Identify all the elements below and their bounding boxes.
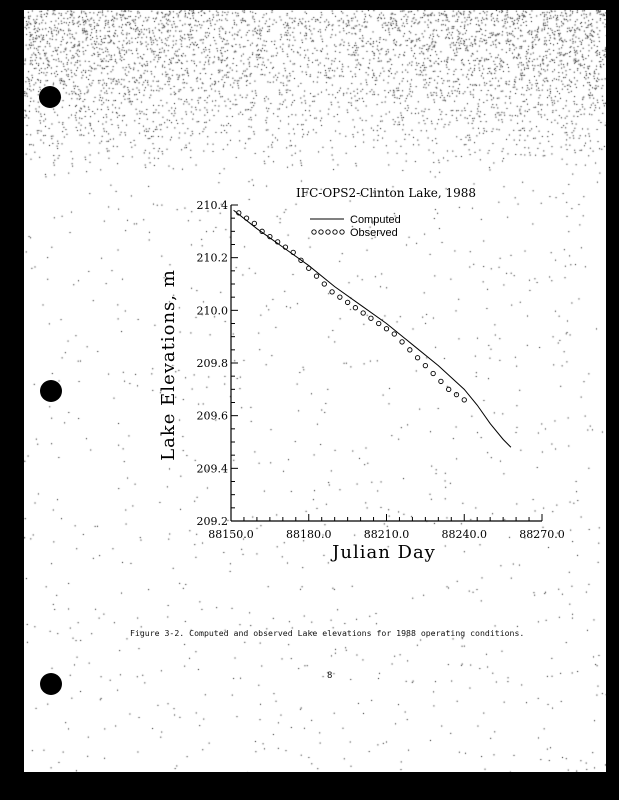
x-tick-label: 88210.0 <box>363 528 410 541</box>
observed-point <box>454 392 458 396</box>
x-tick-label: 88240.0 <box>441 528 487 541</box>
chart-title: IFC-OPS2-Clinton Lake, 1988 <box>296 186 476 200</box>
y-tick-label: 209.6 <box>196 409 228 423</box>
tick-marks <box>231 205 542 521</box>
observed-point <box>400 340 404 344</box>
x-tick-label: 88270.0 <box>519 528 565 541</box>
y-tick-label: 209.2 <box>196 515 228 528</box>
observed-point <box>392 332 396 336</box>
observed-point <box>431 371 435 375</box>
y-tick-label: 210.0 <box>196 304 228 318</box>
observed-point <box>353 306 357 310</box>
y-axis-label: Lake Elevations, m <box>158 269 179 461</box>
observed-point <box>415 356 419 360</box>
legend-computed-label: Computed <box>350 214 401 226</box>
observed-point <box>345 300 349 304</box>
y-tick-label: 210.2 <box>196 251 228 265</box>
computed-line <box>234 210 511 447</box>
legend-observed-marker <box>319 230 323 234</box>
x-tick-label: 88150.0 <box>208 528 254 541</box>
observed-point <box>423 363 427 367</box>
observed-point <box>369 316 373 320</box>
observed-point <box>330 290 334 294</box>
observed-point <box>338 295 342 299</box>
observed-point <box>439 379 443 383</box>
observed-point <box>384 327 388 331</box>
x-axis-label: Julian Day <box>332 542 436 563</box>
document-page <box>24 10 606 772</box>
legend-observed-label: Observed <box>350 227 398 239</box>
observed-point <box>462 398 466 402</box>
observed-point <box>322 282 326 286</box>
x-tick-label: 88180.0 <box>286 528 332 541</box>
x-tick-labels <box>208 528 565 541</box>
observed-point <box>377 321 381 325</box>
y-tick-labels <box>197 199 229 528</box>
observed-point <box>447 387 451 391</box>
legend-observed-marker <box>340 230 344 234</box>
observed-point <box>307 266 311 270</box>
series-observed <box>237 211 467 402</box>
chart-axes <box>231 205 542 521</box>
lake-elevation-chart <box>24 10 606 610</box>
observed-point <box>408 348 412 352</box>
y-tick-label: 209.8 <box>196 357 228 370</box>
legend-observed-markers <box>312 230 344 234</box>
y-tick-label: 209.4 <box>196 462 228 476</box>
figure-caption: Figure 3-2. Computed and observed Lake elevations for 1988 operating conditions. <box>130 628 525 638</box>
legend-observed-marker <box>312 230 316 234</box>
series-computed <box>234 210 511 447</box>
observed-point <box>314 274 318 278</box>
legend-observed-marker <box>333 230 337 234</box>
observed-point <box>252 221 256 225</box>
observed-point <box>361 311 365 315</box>
chart-legend <box>310 214 401 239</box>
punch-hole-bottom <box>40 673 62 695</box>
page-number: 8 <box>327 671 333 681</box>
legend-observed-marker <box>326 230 330 234</box>
observed-point <box>244 216 248 220</box>
y-tick-label: 210.4 <box>196 199 228 212</box>
